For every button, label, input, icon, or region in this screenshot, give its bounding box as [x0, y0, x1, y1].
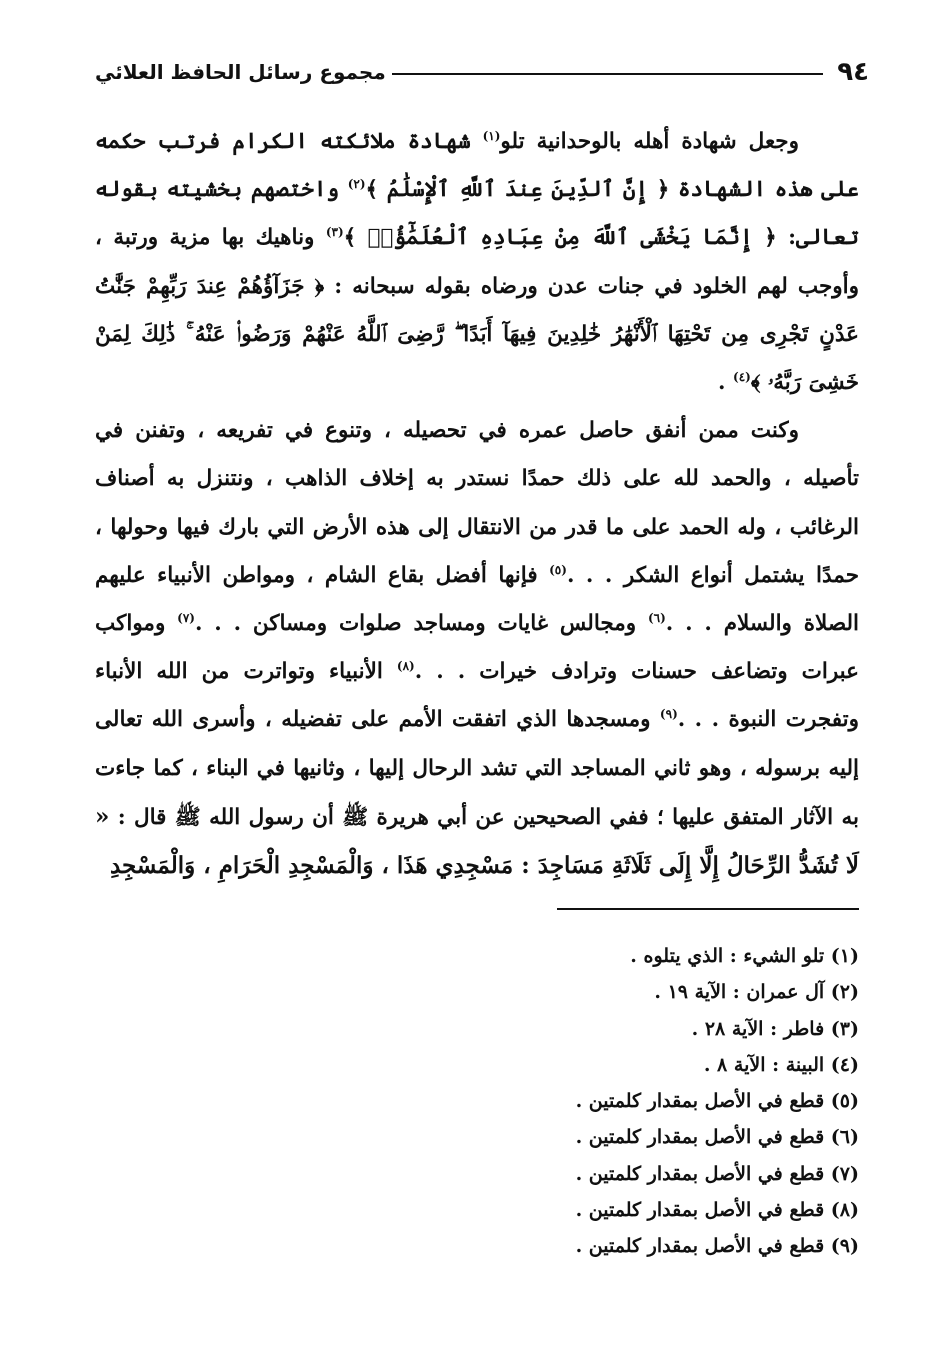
text-segment: وناهيك بها مزية ورتبة ، وأوجب لهم الخلود في جنات عدن ورضاه بقوله سبحانه :	[95, 225, 859, 299]
header-rule	[392, 73, 824, 75]
footnote-ref-1: (١)	[482, 128, 501, 143]
footnote-ref-6: (٦)	[647, 610, 666, 625]
quran-quote-1: ﴿ إِنَّ ٱلدِّينَ عِندَ ٱللَّهِ ٱلْإِسْلَٰمُ ﴾	[365, 177, 670, 203]
footnote-ref-2: (٢)	[347, 177, 366, 192]
footnote-ref-8: (٨)	[396, 659, 415, 674]
footnote-item: (٣) فاطر : الآية ٢٨ .	[691, 1017, 859, 1040]
footnote-item: (٩) قطع في الأصل بمقدار كلمتين .	[575, 1235, 859, 1258]
footnote-item: (١) تلو الشيء : الذي يتلوه .	[630, 945, 859, 967]
page-number: ٩٤	[837, 57, 869, 87]
main-text	[95, 118, 859, 891]
hadith-quote: « لَا تُشَدُّ الرِّحَالُ إِلَّا إِلَى ثَلَاثَةِ مَسَاجِدَ : مَسْجِدِي هَذَا ، وَالْمَسْجِدِ الْحَرَامِ ، وَالْمَسْجِدِ	[95, 802, 859, 880]
text-segment: .	[718, 370, 734, 396]
footnote-ref-5: (٥)	[549, 562, 567, 577]
footnote-ref-4: (٤)	[733, 369, 751, 384]
running-header	[95, 52, 869, 92]
text-segment: شهادة ملائكته الكرام فرتب حكمه على هذه الشهادة	[95, 129, 859, 203]
text-segment: ومجالس غايات ومساجد صلوات ومساكن . . .	[194, 611, 648, 637]
text-segment: ومسجدها الذي اتفقت الأمم على تفضيله ، وأسرى الله تعالى إليه برسوله ، وهو ثاني المساجد التي تشد الرحال إليها ، وثانيها في البناء ، كما جاءت به الآثار المتفق عليها ؛ ففي الصحيحين عن أبي هريرة ﷺ أن رسول الله ﷺ قال :	[95, 707, 859, 830]
footnote-ref-7: (٧)	[177, 610, 195, 625]
footnote-item: (٦) قطع في الأصل بمقدار كلمتين .	[575, 1126, 859, 1149]
text-segment: فإنها أفضل بقاع الشام ، ومواطن الأنبياء عليهم الصلاة والسلام . . .	[95, 562, 860, 637]
text-segment: وجعل شهادة أهله بالوحدانية تلو	[500, 129, 799, 154]
footnote-item: (٥) قطع في الأصل بمقدار كلمتين .	[575, 1090, 859, 1113]
text-segment: وكنت ممن أنفق حاصل عمره في تحصيله ، وتنوع في تفريعه ، وتفنن في تأصيله ، والحمد لله على ذلك حمدًا نستدر به إخلاف الذاهب ، ونتنزل به أصناف الرغائب ، وله الحمد على ما قدر من الانتقال إلى هذه الأرض التي بارك فيها وحولها ، حمدًا يشتمل أنواع الشكر . . .	[95, 418, 859, 588]
footnote-ref-9: (٩)	[659, 707, 678, 722]
text-segment: واختصهم بخشيته بقوله تعالى:	[95, 177, 859, 251]
text-segment: ومواكب عبرات وتضاعف حسنات وترادف خيرات . . .	[95, 611, 859, 685]
footnote-item: (٧) قطع في الأصل بمقدار كلمتين .	[575, 1162, 859, 1185]
footnotes-list	[95, 938, 859, 1265]
footnote-item: (٨) قطع في الأصل بمقدار كلمتين .	[575, 1199, 859, 1222]
book-title: مجموع رسائل الحافظ العلائي	[95, 60, 386, 84]
footnote-separator	[557, 908, 859, 910]
footnote-item: (٤) البينة : الآية ٨ .	[703, 1053, 859, 1076]
footnote-item: (٢) آل عمران : الآية ١٩ .	[654, 981, 859, 1004]
quran-quote-3: ﴿ جَزَآؤُهُمْ عِندَ رَبِّهِمْ جَنَّٰتُ عَدْنٍ تَجْرِى مِن تَحْتِهَا ٱلْأَنْهَٰرُ خَٰلِدِينَ فِيهَآ أَبَدًا ۖ رَّضِىَ ٱللَّهُ عَنْهُمْ وَرَضُوا۟ عَنْهُ ۚ ذَٰلِكَ لِمَنْ خَشِىَ رَبَّهُۥ ﴾	[95, 273, 859, 396]
paragraph-1	[95, 118, 859, 407]
paragraph-2	[95, 407, 859, 891]
quran-quote-2: ﴿ إِنَّمَا يَخْشَى ٱللَّهَ مِنْ عِبَادِهِ ٱلْعُلَمَٰٓؤُا۟ ﴾	[343, 225, 777, 251]
footnote-ref-3: (٣)	[325, 225, 344, 240]
text-segment: الأنبياء وتواترت من الله الأنباء وتفجرت النبوة . . .	[95, 659, 859, 733]
